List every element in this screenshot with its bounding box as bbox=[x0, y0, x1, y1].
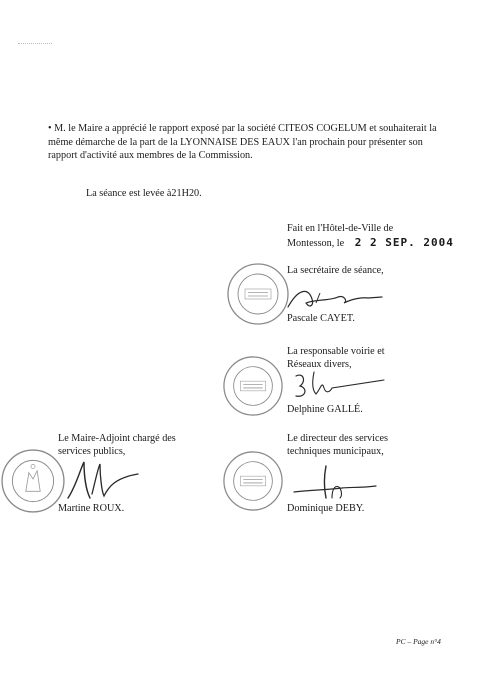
director-role-line-2: techniques municipaux, bbox=[287, 446, 384, 457]
page-footer: PC – Page n°4 bbox=[396, 637, 441, 646]
signature-galle bbox=[290, 368, 390, 402]
mairie-stamp-1 bbox=[226, 262, 290, 326]
voirie-name: Delphine GALLÉ. bbox=[287, 404, 363, 415]
signature-roux bbox=[62, 458, 142, 502]
paragraph-line-3: rapport d'activité aux membres de la Commission. bbox=[48, 150, 253, 162]
voirie-role-line-2: Réseaux divers, bbox=[287, 359, 352, 370]
bullet: • bbox=[48, 123, 52, 134]
adjoint-role-line-1: Le Maire-Adjoint chargé des bbox=[58, 433, 176, 444]
voirie-role-line-1: La responsable voirie et bbox=[287, 346, 385, 357]
paragraph-line-1: • M. le Maire a apprécié le rapport exposé par la société CITEOS COGELUM et souhaiterait la bbox=[48, 123, 437, 134]
closing-line: La séance est levée à21H20. bbox=[86, 188, 202, 199]
adjoint-role-line-2: services publics, bbox=[58, 446, 126, 457]
mairie-stamp-4 bbox=[222, 450, 284, 512]
paragraph-line-2: même démarche de la part de la LYONNAISE DES EAUX l'an prochain pour présenter son bbox=[48, 136, 423, 148]
mairie-stamp-3 bbox=[0, 448, 66, 514]
mairie-stamp-2 bbox=[222, 355, 284, 417]
secretary-name: Pascale CAYET. bbox=[287, 313, 355, 324]
place-line-2: Montesson, le 2 2 SEP. 2004 bbox=[287, 236, 454, 249]
scan-noise bbox=[18, 43, 52, 47]
closing-time: 21H20. bbox=[171, 188, 202, 199]
signature-cayet bbox=[286, 283, 386, 313]
signature-deby bbox=[290, 462, 390, 502]
adjoint-name: Martine ROUX. bbox=[58, 503, 125, 514]
director-role-line-1: Le directeur des services bbox=[287, 433, 388, 444]
director-name: Dominique DEBY. bbox=[287, 503, 365, 514]
report-paragraph bbox=[48, 122, 458, 163]
place-line-1: Fait en l'Hôtel-de-Ville de bbox=[287, 223, 394, 234]
date-stamp: 2 2 SEP. 2004 bbox=[354, 236, 454, 249]
secretary-role: La secrétaire de séance, bbox=[287, 265, 384, 276]
